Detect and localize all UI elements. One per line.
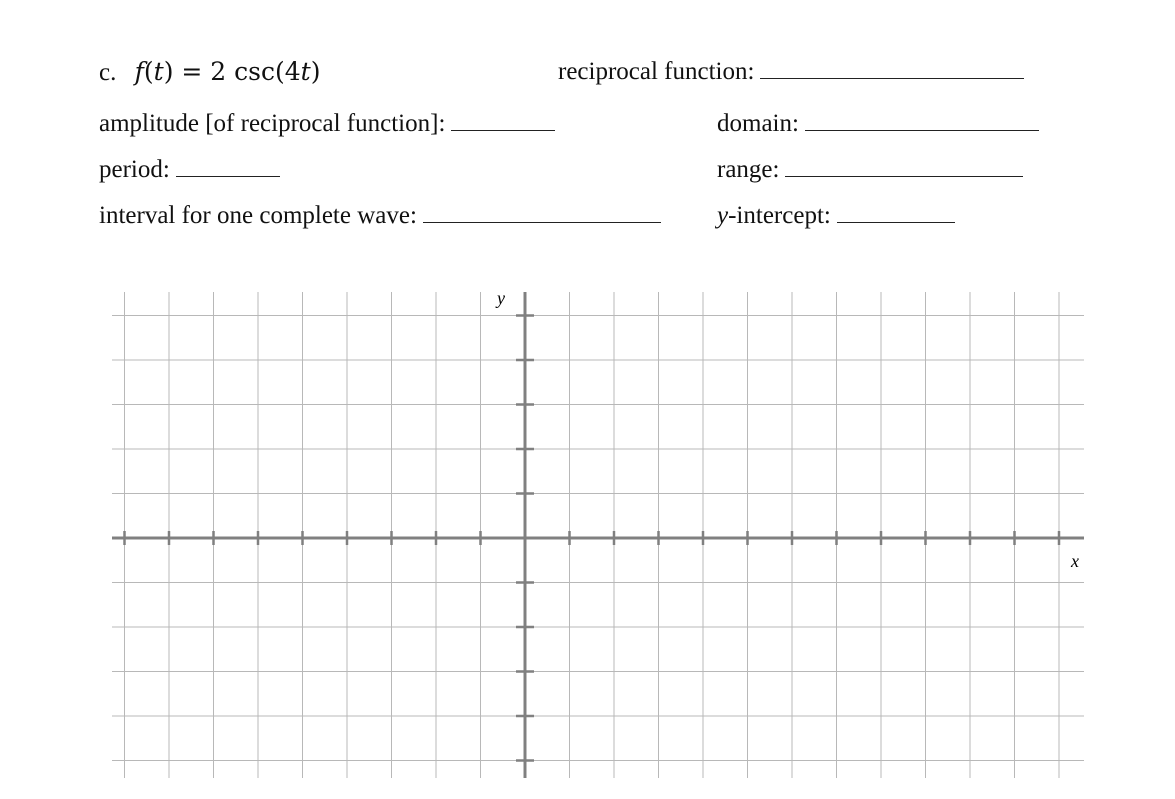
problem-label: c. (99, 59, 117, 86)
domain-label: domain: (717, 110, 799, 137)
function-argument-variable: t (300, 57, 311, 86)
y-axis-label: y (497, 288, 505, 308)
y-intercept-text: -intercept: (728, 202, 831, 229)
period-label: period: (99, 156, 170, 183)
x-axis-label: x (1071, 551, 1079, 571)
function-expression: f(t) = 2 csc(4t) (134, 57, 321, 86)
interval-label: interval for one complete wave: (99, 202, 417, 229)
function-variable: t (153, 57, 164, 86)
range-label: range: (717, 156, 780, 183)
function-close-paren: ) (310, 57, 321, 86)
y-intercept-variable: y (717, 202, 729, 229)
function-name: f (134, 57, 144, 86)
reciprocal-function-label: reciprocal function: (558, 58, 755, 85)
function-rhs: = 2 csc(4 (181, 57, 301, 86)
amplitude-label: amplitude [of reciprocal function]: (99, 110, 446, 137)
